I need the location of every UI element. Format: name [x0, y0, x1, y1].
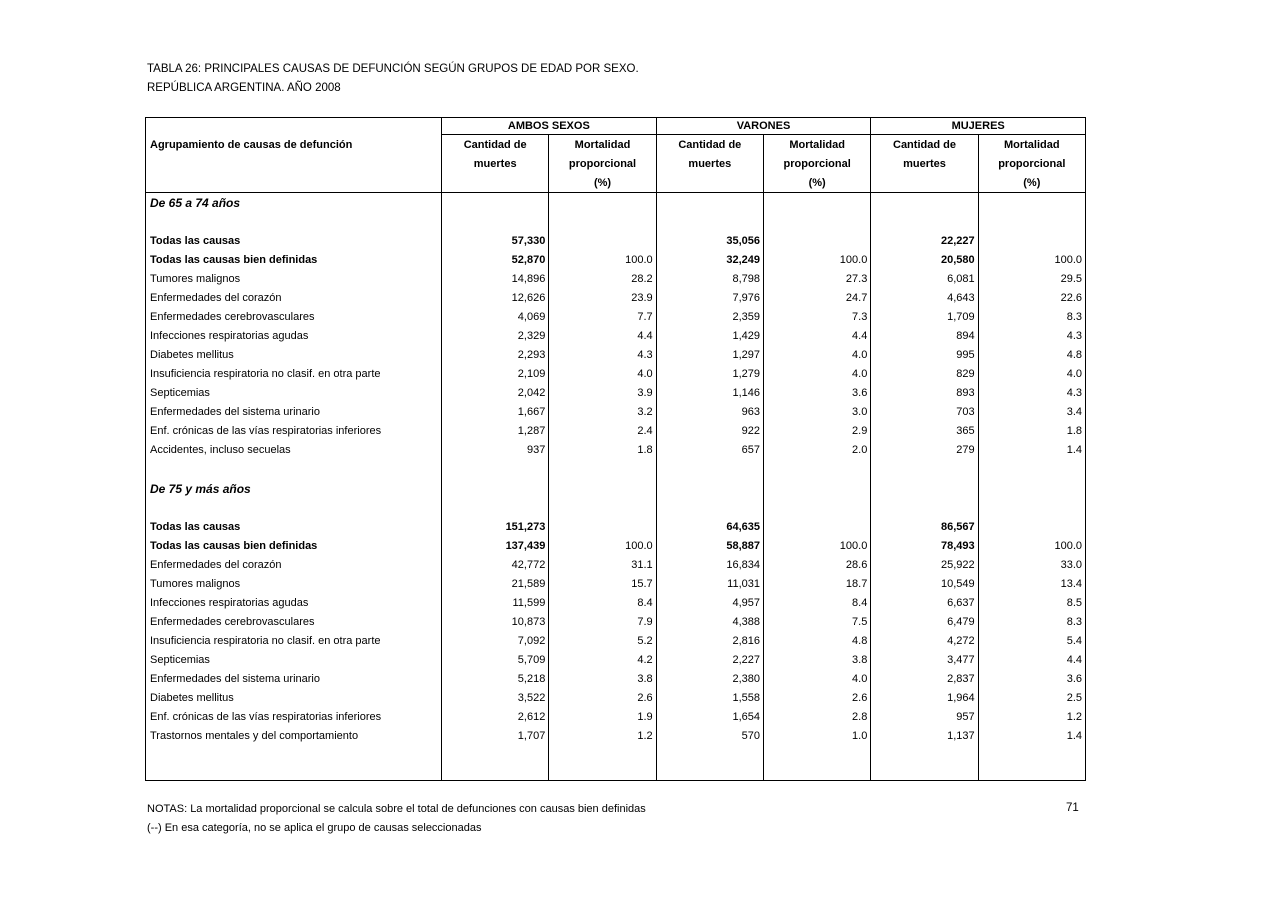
deaths-value: 1,709 — [870, 308, 977, 327]
cause-label: Infecciones respiratorias agudas — [150, 597, 309, 609]
deaths-value: 1,964 — [870, 689, 977, 708]
group-header-row — [441, 118, 1085, 135]
deaths-value: 7,976 — [656, 289, 763, 308]
pct-value: 4.0 — [763, 670, 870, 689]
pct-value: 28.6 — [763, 556, 870, 575]
pct-value — [763, 213, 870, 232]
deaths-value: 894 — [870, 327, 977, 346]
pct-value — [548, 460, 655, 479]
deaths-value — [656, 193, 763, 213]
deaths-value: 10,873 — [441, 613, 548, 632]
deaths-value: 657 — [656, 441, 763, 460]
deaths-value: 829 — [870, 365, 977, 384]
col-header-deaths-ambos — [441, 135, 548, 192]
pct-value: 4.2 — [548, 651, 655, 670]
deaths-value: 4,388 — [656, 613, 763, 632]
pct-value: 8.3 — [978, 308, 1085, 327]
pct-value: 100.0 — [978, 251, 1085, 270]
deaths-value: 11,031 — [656, 575, 763, 594]
deaths-value: 64,635 — [656, 518, 763, 537]
pct-value: 2.6 — [763, 689, 870, 708]
col-header-text: Cantidad de — [678, 139, 742, 151]
deaths-value: 2,837 — [870, 670, 977, 689]
deaths-value: 3,522 — [441, 689, 548, 708]
pct-value: 2.0 — [763, 441, 870, 460]
data-row — [146, 632, 1085, 651]
pct-value — [978, 518, 1085, 537]
deaths-value: 1,654 — [656, 708, 763, 727]
spacer-row — [146, 213, 1085, 232]
data-row — [146, 403, 1085, 422]
pct-value: 29.5 — [978, 270, 1085, 289]
deaths-value: 1,279 — [656, 365, 763, 384]
pct-value: 1.8 — [978, 422, 1085, 441]
deaths-value: 279 — [870, 441, 977, 460]
pct-value: 4.0 — [763, 346, 870, 365]
cause-label: Trastornos mentales y del comportamiento — [150, 730, 359, 742]
col-header-text: muertes — [473, 158, 517, 170]
deaths-value: 570 — [656, 727, 763, 746]
data-row — [146, 689, 1085, 708]
pct-value: 4.8 — [763, 632, 870, 651]
deaths-value: 20,580 — [870, 251, 977, 270]
notes-line2: (--) En esa categoría, no se aplica el grupo de causas seleccionadas — [147, 822, 482, 834]
cause-label: Enf. crónicas de las vías respiratorias inferiores — [150, 711, 382, 723]
col-header-mortality-varones — [763, 135, 870, 192]
deaths-value — [656, 499, 763, 518]
col-header-text: muertes — [688, 158, 732, 170]
deaths-value — [870, 499, 977, 518]
deaths-value: 12,626 — [441, 289, 548, 308]
deaths-value: 2,612 — [441, 708, 548, 727]
pct-value: 24.7 — [763, 289, 870, 308]
pct-value: 1.2 — [548, 727, 655, 746]
deaths-value: 2,227 — [656, 651, 763, 670]
col-header-text: (%) — [808, 177, 826, 189]
deaths-value: 1,558 — [656, 689, 763, 708]
pct-value: 4.4 — [763, 327, 870, 346]
pct-value: 3.0 — [763, 403, 870, 422]
cause-label: Enfermedades del corazón — [150, 559, 282, 571]
data-row — [146, 575, 1085, 594]
deaths-value: 52,870 — [441, 251, 548, 270]
pct-value: 100.0 — [978, 537, 1085, 556]
pct-value — [548, 479, 655, 499]
table-title-line2: REPÚBLICA ARGENTINA. AÑO 2008 — [147, 82, 341, 94]
pct-value: 18.7 — [763, 575, 870, 594]
cause-label: Septicemias — [150, 387, 210, 399]
deaths-value — [656, 479, 763, 499]
deaths-value — [656, 746, 763, 780]
cause-label — [146, 460, 441, 479]
deaths-value: 58,887 — [656, 537, 763, 556]
pct-value: 13.4 — [978, 575, 1085, 594]
deaths-value: 365 — [870, 422, 977, 441]
pct-value: 3.2 — [548, 403, 655, 422]
pct-value: 22.6 — [978, 289, 1085, 308]
pct-value: 2.9 — [763, 422, 870, 441]
filler-row — [146, 746, 1085, 780]
pct-value — [763, 460, 870, 479]
cause-label: Enfermedades cerebrovasculares — [150, 311, 315, 323]
deaths-value: 2,816 — [656, 632, 763, 651]
pct-value — [763, 193, 870, 213]
cause-label: Diabetes mellitus — [150, 349, 234, 361]
deaths-value: 86,567 — [870, 518, 977, 537]
deaths-value: 42,772 — [441, 556, 548, 575]
deaths-value: 21,589 — [441, 575, 548, 594]
sub-header-row — [441, 135, 1085, 192]
deaths-value: 151,273 — [441, 518, 548, 537]
pct-value — [978, 746, 1085, 780]
group-header-mujeres: MUJERES — [870, 118, 1085, 135]
deaths-value — [870, 479, 977, 499]
deaths-value: 1,137 — [870, 727, 977, 746]
col-header-deaths-mujeres — [870, 135, 977, 192]
pct-value: 3.8 — [763, 651, 870, 670]
deaths-value: 3,477 — [870, 651, 977, 670]
deaths-value: 4,643 — [870, 289, 977, 308]
section-title-row — [146, 193, 1085, 213]
data-row — [146, 422, 1085, 441]
pct-value: 100.0 — [548, 251, 655, 270]
deaths-value — [441, 213, 548, 232]
pct-value: 2.8 — [763, 708, 870, 727]
pct-value — [548, 499, 655, 518]
deaths-value: 11,599 — [441, 594, 548, 613]
mortality-table — [145, 117, 1086, 781]
pct-value — [763, 232, 870, 251]
cause-label: Enfermedades cerebrovasculares — [150, 616, 315, 628]
data-row — [146, 289, 1085, 308]
pct-value: 1.2 — [978, 708, 1085, 727]
deaths-value: 7,092 — [441, 632, 548, 651]
pct-value: 7.3 — [763, 308, 870, 327]
pct-value — [978, 499, 1085, 518]
spacer-row — [146, 460, 1085, 479]
deaths-value — [870, 193, 977, 213]
cause-label: Todas las causas — [150, 235, 241, 247]
pct-value: 7.9 — [548, 613, 655, 632]
deaths-value: 922 — [656, 422, 763, 441]
deaths-value: 4,957 — [656, 594, 763, 613]
deaths-value — [441, 479, 548, 499]
cause-label: Enf. crónicas de las vías respiratorias inferiores — [150, 425, 382, 437]
pct-value — [763, 499, 870, 518]
deaths-value: 78,493 — [870, 537, 977, 556]
col-header-text: Mortalidad — [789, 139, 845, 151]
deaths-value: 937 — [441, 441, 548, 460]
col-header-text: (%) — [593, 177, 612, 189]
data-row — [146, 670, 1085, 689]
pct-value: 100.0 — [763, 537, 870, 556]
cause-label: Diabetes mellitus — [150, 692, 234, 704]
deaths-value: 1,297 — [656, 346, 763, 365]
pct-value: 4.0 — [978, 365, 1085, 384]
pct-value: 3.4 — [978, 403, 1085, 422]
pct-value: 4.4 — [548, 327, 655, 346]
pct-value — [548, 518, 655, 537]
deaths-value: 1,707 — [441, 727, 548, 746]
cause-label — [146, 213, 441, 232]
deaths-value: 4,272 — [870, 632, 977, 651]
deaths-value: 893 — [870, 384, 977, 403]
deaths-value: 1,667 — [441, 403, 548, 422]
deaths-value: 2,293 — [441, 346, 548, 365]
deaths-value: 963 — [656, 403, 763, 422]
pct-value: 8.3 — [978, 613, 1085, 632]
deaths-value: 5,709 — [441, 651, 548, 670]
cause-label: Septicemias — [150, 654, 210, 666]
col-header-text: muertes — [903, 158, 946, 170]
cause-label: Enfermedades del corazón — [150, 292, 282, 304]
data-row — [146, 384, 1085, 403]
deaths-value — [441, 193, 548, 213]
deaths-value: 2,359 — [656, 308, 763, 327]
pct-value: 4.0 — [763, 365, 870, 384]
col-header-text: Mortalidad — [574, 139, 631, 151]
page-number: 71 — [1066, 802, 1079, 814]
table-title-line1: TABLA 26: PRINCIPALES CAUSAS DE DEFUNCIÓN SEGÚN GRUPOS DE EDAD POR SEXO. — [147, 63, 639, 75]
cause-label — [146, 746, 441, 780]
col-header-deaths-varones — [656, 135, 763, 192]
table-header — [146, 118, 1085, 193]
deaths-value: 35,056 — [656, 232, 763, 251]
group-header-varones: VARONES — [656, 118, 871, 135]
deaths-value: 6,081 — [870, 270, 977, 289]
pct-value: 7.5 — [763, 613, 870, 632]
cause-label: Tumores malignos — [150, 578, 241, 590]
pct-value: 7.7 — [548, 308, 655, 327]
pct-value: 33.0 — [978, 556, 1085, 575]
deaths-value: 16,834 — [656, 556, 763, 575]
table-body — [146, 193, 1085, 780]
deaths-value — [870, 460, 977, 479]
deaths-value: 703 — [870, 403, 977, 422]
data-row — [146, 327, 1085, 346]
pct-value: 2.6 — [548, 689, 655, 708]
pct-value: 2.5 — [978, 689, 1085, 708]
pct-value — [548, 213, 655, 232]
data-row — [146, 651, 1085, 670]
table-notes — [147, 800, 646, 838]
age-group-title: De 65 a 74 años — [150, 196, 241, 210]
group-header-ambos-sexos: AMBOS SEXOS — [441, 118, 656, 135]
pct-value: 1.0 — [763, 727, 870, 746]
deaths-value: 2,329 — [441, 327, 548, 346]
data-row — [146, 556, 1085, 575]
data-row — [146, 518, 1085, 537]
pct-value: 1.8 — [548, 441, 655, 460]
data-row — [146, 727, 1085, 746]
pct-value: 8.5 — [978, 594, 1085, 613]
data-row — [146, 365, 1085, 384]
pct-value: 5.4 — [978, 632, 1085, 651]
pct-value: 100.0 — [548, 537, 655, 556]
deaths-value: 8,798 — [656, 270, 763, 289]
pct-value: 4.0 — [548, 365, 655, 384]
deaths-value — [441, 460, 548, 479]
pct-value: 2.4 — [548, 422, 655, 441]
pct-value: 4.4 — [978, 651, 1085, 670]
pct-value: 3.9 — [548, 384, 655, 403]
pct-value: 8.4 — [548, 594, 655, 613]
pct-value: 3.6 — [763, 384, 870, 403]
pct-value: 4.8 — [978, 346, 1085, 365]
deaths-value — [870, 746, 977, 780]
deaths-value: 2,042 — [441, 384, 548, 403]
data-row — [146, 594, 1085, 613]
table-title — [147, 60, 639, 98]
row-header-label: Agrupamiento de causas de defunción — [150, 139, 353, 151]
pct-value — [978, 232, 1085, 251]
pct-value: 31.1 — [548, 556, 655, 575]
data-row — [146, 308, 1085, 327]
data-row — [146, 232, 1085, 251]
pct-value: 4.3 — [978, 384, 1085, 403]
deaths-value — [656, 213, 763, 232]
cause-label: Insuficiencia respiratoria no clasif. en otra parte — [150, 368, 381, 380]
deaths-value: 25,922 — [870, 556, 977, 575]
deaths-value: 2,109 — [441, 365, 548, 384]
pct-value: 3.6 — [978, 670, 1085, 689]
pct-value — [548, 746, 655, 780]
deaths-value — [441, 746, 548, 780]
deaths-value — [870, 213, 977, 232]
cause-label: Todas las causas bien definidas — [150, 540, 318, 552]
deaths-value: 6,637 — [870, 594, 977, 613]
col-header-text: proporcional — [998, 158, 1066, 170]
cause-label: Todas las causas — [150, 521, 241, 533]
pct-value: 23.9 — [548, 289, 655, 308]
pct-value — [978, 479, 1085, 499]
data-row — [146, 613, 1085, 632]
notes-line1: NOTAS: La mortalidad proporcional se calcula sobre el total de defunciones con causas bien definidas — [147, 803, 646, 815]
pct-value: 27.3 — [763, 270, 870, 289]
deaths-value: 137,439 — [441, 537, 548, 556]
pct-value — [763, 746, 870, 780]
deaths-value: 4,069 — [441, 308, 548, 327]
col-header-text: Cantidad de — [893, 139, 956, 151]
deaths-value: 22,227 — [870, 232, 977, 251]
pct-value: 8.4 — [763, 594, 870, 613]
pct-value — [978, 193, 1085, 213]
pct-value — [548, 193, 655, 213]
col-header-text: (%) — [1023, 177, 1041, 189]
deaths-value: 14,896 — [441, 270, 548, 289]
col-header-text: Mortalidad — [1003, 139, 1060, 151]
col-header-mortality-mujeres — [978, 135, 1085, 192]
data-row — [146, 708, 1085, 727]
data-row — [146, 251, 1085, 270]
pct-value: 15.7 — [548, 575, 655, 594]
deaths-value — [656, 460, 763, 479]
deaths-value: 957 — [870, 708, 977, 727]
col-header-mortality-ambos — [548, 135, 655, 192]
data-row — [146, 537, 1085, 556]
cause-label: Enfermedades del sistema urinario — [150, 673, 320, 685]
col-header-text: Cantidad de — [463, 139, 527, 151]
pct-value — [978, 213, 1085, 232]
pct-value — [763, 479, 870, 499]
deaths-value: 1,429 — [656, 327, 763, 346]
spacer-row — [146, 499, 1085, 518]
pct-value: 4.3 — [978, 327, 1085, 346]
pct-value: 3.8 — [548, 670, 655, 689]
deaths-value: 1,146 — [656, 384, 763, 403]
deaths-value: 6,479 — [870, 613, 977, 632]
deaths-value: 5,218 — [441, 670, 548, 689]
deaths-value — [441, 499, 548, 518]
cause-label: Tumores malignos — [150, 273, 241, 285]
pct-value: 1.4 — [978, 727, 1085, 746]
pct-value — [978, 460, 1085, 479]
deaths-value: 57,330 — [441, 232, 548, 251]
col-header-text: proporcional — [783, 158, 851, 170]
age-group-title: De 75 y más años — [150, 482, 251, 496]
cause-label: Insuficiencia respiratoria no clasif. en otra parte — [150, 635, 381, 647]
data-row — [146, 346, 1085, 365]
section-title-row — [146, 479, 1085, 499]
deaths-value: 995 — [870, 346, 977, 365]
cause-label: Enfermedades del sistema urinario — [150, 406, 320, 418]
deaths-value: 2,380 — [656, 670, 763, 689]
deaths-value: 1,287 — [441, 422, 548, 441]
pct-value: 1.4 — [978, 441, 1085, 460]
data-row — [146, 270, 1085, 289]
cause-label: Todas las causas bien definidas — [150, 254, 318, 266]
cause-label — [146, 499, 441, 518]
cause-label: Infecciones respiratorias agudas — [150, 330, 309, 342]
pct-value — [548, 232, 655, 251]
pct-value: 100.0 — [763, 251, 870, 270]
pct-value — [763, 518, 870, 537]
pct-value: 4.3 — [548, 346, 655, 365]
pct-value: 28.2 — [548, 270, 655, 289]
deaths-value: 32,249 — [656, 251, 763, 270]
pct-value: 1.9 — [548, 708, 655, 727]
cause-label: Accidentes, incluso secuelas — [150, 444, 291, 456]
pct-value: 5.2 — [548, 632, 655, 651]
col-header-text: proporcional — [568, 158, 637, 170]
data-row — [146, 441, 1085, 460]
deaths-value: 10,549 — [870, 575, 977, 594]
